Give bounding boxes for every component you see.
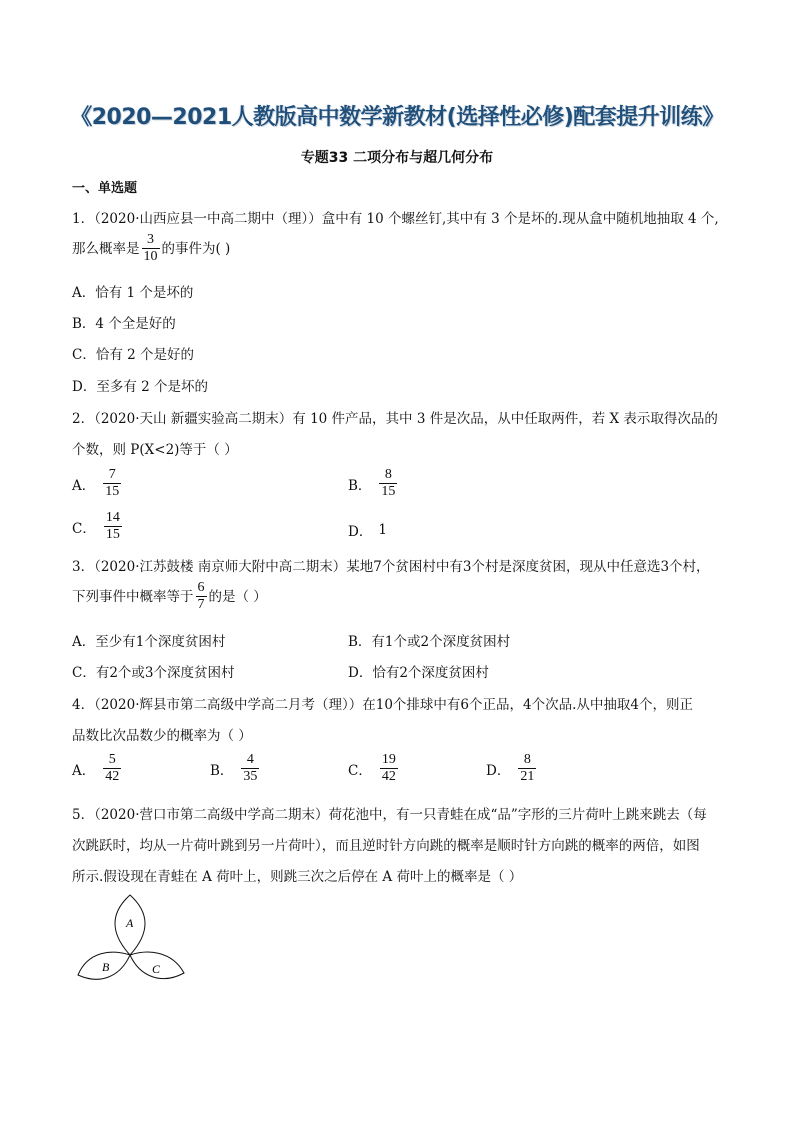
q4-option-b-label: B． (210, 762, 234, 779)
q4-option-c-label: C． (348, 762, 372, 779)
q4-options-row (72, 752, 722, 792)
q2-option-d-label: D． (348, 524, 373, 540)
q1-stem-post: 的事件为( ) (161, 240, 231, 257)
q1-option-c: C．恰有 2 个是好的 (72, 347, 195, 363)
q2-options-row1 (72, 467, 722, 507)
q2-stem-line1: 2．（2020·天山 新疆实验高二期末）有 10 件产品，其中 3 件是次品，从中任取两件，若 X 表示取得次品的 (72, 411, 718, 427)
q3-option-b: B．有1个或2个深度贫困村 (348, 634, 511, 650)
q2-stem-line2: 个数，则 P(X<2)等于（ ） (72, 442, 238, 458)
q4-option-d-fraction (518, 752, 536, 785)
q2-option-c-den: 15 (105, 527, 120, 542)
document-subtitle: 专题33 二项分布与超几何分布 (300, 150, 494, 166)
q5-stem-line3: 所示.假设现在青蛙在 A 荷叶上，则跳三次之后停在 A 荷叶上的概率是（ ） (72, 869, 523, 885)
q4-option-a (72, 752, 123, 785)
q3-stem-line1: 3．（2020·江苏鼓楼 南京师大附中高二期末）某地7个贫困村中有3个村是深度贫困，现从中任意选3个村， (72, 559, 710, 575)
q1-option-a: A．恰有 1 个是坏的 (72, 285, 194, 301)
q1-stem-line1: 1．（2020·山西应县一中高二期中（理））盒中有 10 个螺丝钉,其中有 3 个是坏的.现从盒中随机地抽取 4 个, (72, 211, 719, 227)
q2-option-c-label: C． (72, 520, 96, 537)
q3-stem-pre: 下列事件中概率等于 (72, 588, 194, 605)
q2-options-row2 (72, 510, 722, 550)
q2-option-b-fraction (379, 467, 397, 500)
q4-option-d (486, 752, 538, 785)
q2-option-b-label: B． (348, 477, 372, 494)
q1-fraction (142, 232, 160, 265)
q4-option-a-den: 42 (105, 769, 120, 784)
q4-stem-line1: 4．（2020·辉县市第二高级中学高二月考（理））在10个排球中有6个正品，4个次品.从中抽取4个，则正 (72, 697, 693, 713)
section-heading: 一、单选题 (72, 181, 138, 196)
q2-option-d-value: 1 (378, 522, 387, 538)
document-title: 《2020—2021人教版高中数学新教材(选择性必修)配套提升训练》 (70, 105, 724, 130)
q5-stem-line1: 5．（2020·营口市第二高级中学高二期末）荷花池中，有一只青蛙在成“品”字形的三片荷叶上跳来跳去（每 (72, 807, 707, 823)
q5-stem-line2: 次跳跃时，均从一片荷叶跳到另一片荷叶），而且逆时针方向跳的概率是顺时针方向跳的概率的两倍，如图 (72, 838, 700, 854)
q4-option-b (210, 752, 261, 785)
q2-option-b-den: 15 (381, 484, 396, 499)
q3-fraction (196, 580, 207, 613)
q2-option-a (72, 467, 123, 500)
q2-option-b (348, 467, 399, 500)
q4-option-c (348, 752, 400, 785)
q4-option-b-num: 4 (241, 752, 259, 769)
q2-option-b-num: 8 (379, 467, 397, 484)
q3-frac-den: 7 (197, 597, 205, 612)
q3-option-a: A．至少有1个深度贫困村 (72, 634, 226, 650)
q1-stem-line2 (72, 232, 230, 265)
q1-option-d: D．至多有 2 个是坏的 (72, 379, 208, 395)
q4-option-a-fraction (103, 752, 121, 785)
q2-option-d (348, 520, 387, 540)
q2-option-a-den: 15 (105, 484, 120, 499)
q2-option-a-label: A． (72, 477, 96, 494)
lily-pad-label-c: C (152, 962, 161, 976)
q1-option-b: B．4 个全是好的 (72, 316, 176, 332)
q4-option-c-den: 42 (381, 769, 396, 784)
q1-frac-den: 10 (143, 249, 158, 264)
q2-option-a-num: 7 (103, 467, 121, 484)
q2-option-c-fraction (104, 510, 122, 543)
q3-frac-num: 6 (197, 580, 205, 595)
q4-option-c-fraction (380, 752, 398, 785)
q2-option-c (72, 510, 124, 543)
q2-option-a-fraction (103, 467, 121, 500)
q1-stem-pre: 那么概率是 (72, 240, 140, 257)
q3-option-c: C．有2个或3个深度贫困村 (72, 665, 235, 681)
lily-pad-label-a: A (126, 916, 134, 930)
q3-stem-line2 (72, 580, 267, 613)
q4-stem-line2: 品数比次品数少的概率为（ ） (72, 728, 252, 744)
q3-stem-post: 的是（ ） (208, 588, 267, 605)
lily-pad-label-b: B (102, 960, 110, 974)
q4-option-b-den: 35 (243, 769, 258, 784)
lily-pad-figure (72, 893, 192, 988)
q4-option-d-num: 8 (518, 752, 536, 769)
q4-option-d-den: 21 (520, 769, 535, 784)
q4-option-d-label: D． (486, 762, 511, 779)
q2-option-c-num: 14 (105, 510, 120, 525)
q4-option-a-label: A． (72, 762, 96, 779)
q4-option-b-fraction (241, 752, 259, 785)
q4-option-a-num: 5 (103, 752, 121, 769)
q1-frac-num: 3 (142, 232, 160, 249)
q4-option-c-num: 19 (381, 752, 396, 767)
q3-option-d: D．恰有2个深度贫困村 (348, 665, 489, 681)
